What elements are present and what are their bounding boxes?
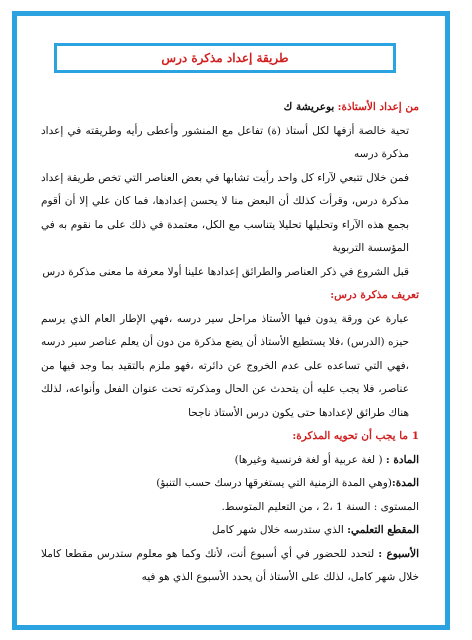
item-label: المقطع التعلمي: [347,524,419,536]
document-title: طريقة إعداد مذكرة درس [161,51,289,65]
intro-paragraph-2: فمن خلال تتبعي لآراء كل واحد رأيت تشابها في بعض العناصر التي تخص طريقة إعداد مذكرة درس، وقرأت كذلك أن البعض منا لا يحسن إعدادها، فما كان علي إلا أن أقوم بجمع هذه الآراء وتحليلها تحليلا يتناسب مع الكل، معتمدة في ذلك على ما نقوم به في المؤسسة التربوية [41,171,409,254]
list-item [41,496,419,520]
intro-paragraph-1: تحية خالصة أزفها لكل أستاذ (ة) تفاعل مع المنشور وأعطى رأيه وطريقته في إعداد مذكرة درسه [41,124,409,160]
item-text: ( لغة عربية أو لغة فرنسية وغيرها) [234,453,386,466]
contents-heading: 1 ما يجب أن تحويه المذكرة: [292,430,419,442]
list-item [41,449,419,473]
item-text: الذي ستدرسه خلال شهر كامل [212,524,348,536]
item-text: المستوى : السنة 1 ،2 ، من التعليم المتوسط. [221,500,419,513]
author-name: بوعريشة ك [283,101,335,113]
author-label: من إعداد الأستاذة: [337,101,419,113]
item-label: المدة: [391,477,419,489]
definition-heading: تعريف مذكرة درس: [330,289,419,301]
item-text: (وهي المدة الزمنية التي يستغرقها درسك حسب التنبؤ) [156,477,392,489]
list-item [41,519,419,543]
item-label: الأسبوع : [378,547,420,560]
list-item [41,543,419,590]
definition-paragraph: عبارة عن ورقة يدون فيها الأستاذ مراحل سير درسه ،فهي الإطار العام الذي يرسم حيزه (الدرس) ،فلا يستطيع الأستاذ أن يضع مذكرة من دون أن يعلم عناصر سير درسه ،فهي التي تساعده على عدم الخروج عن دائرته ،فهو ملزم بالتقيد بما وجد فيها من عناصر، فلا يجب عليه أن يتحدث عن الحال ومذكرته تحت عنوان الفعل وأنواعه، لذلك هناك طرائق لإعدادها حتى يكون درس الأستاذ ناجحا [41,312,409,419]
item-label: المادة : [385,453,419,466]
list-item [41,472,419,496]
intro-paragraph-3: قبل الشروع في ذكر العناصر والطرائق إعدادها علينا أولا معرفة ما معنى مذكرة درس [42,265,409,278]
author-line [41,96,419,120]
page-frame [12,11,450,630]
title-box [54,43,396,73]
item-text: لتحدد للحضور في أي أسبوع أنت، لأنك وكما هو معلوم ستدرس مقطعا كاملا خلال شهر كامل، لذلك على الأستاذ أن يحدد الأسبوع الذي هو فيه [41,547,419,583]
document-body [41,96,419,615]
